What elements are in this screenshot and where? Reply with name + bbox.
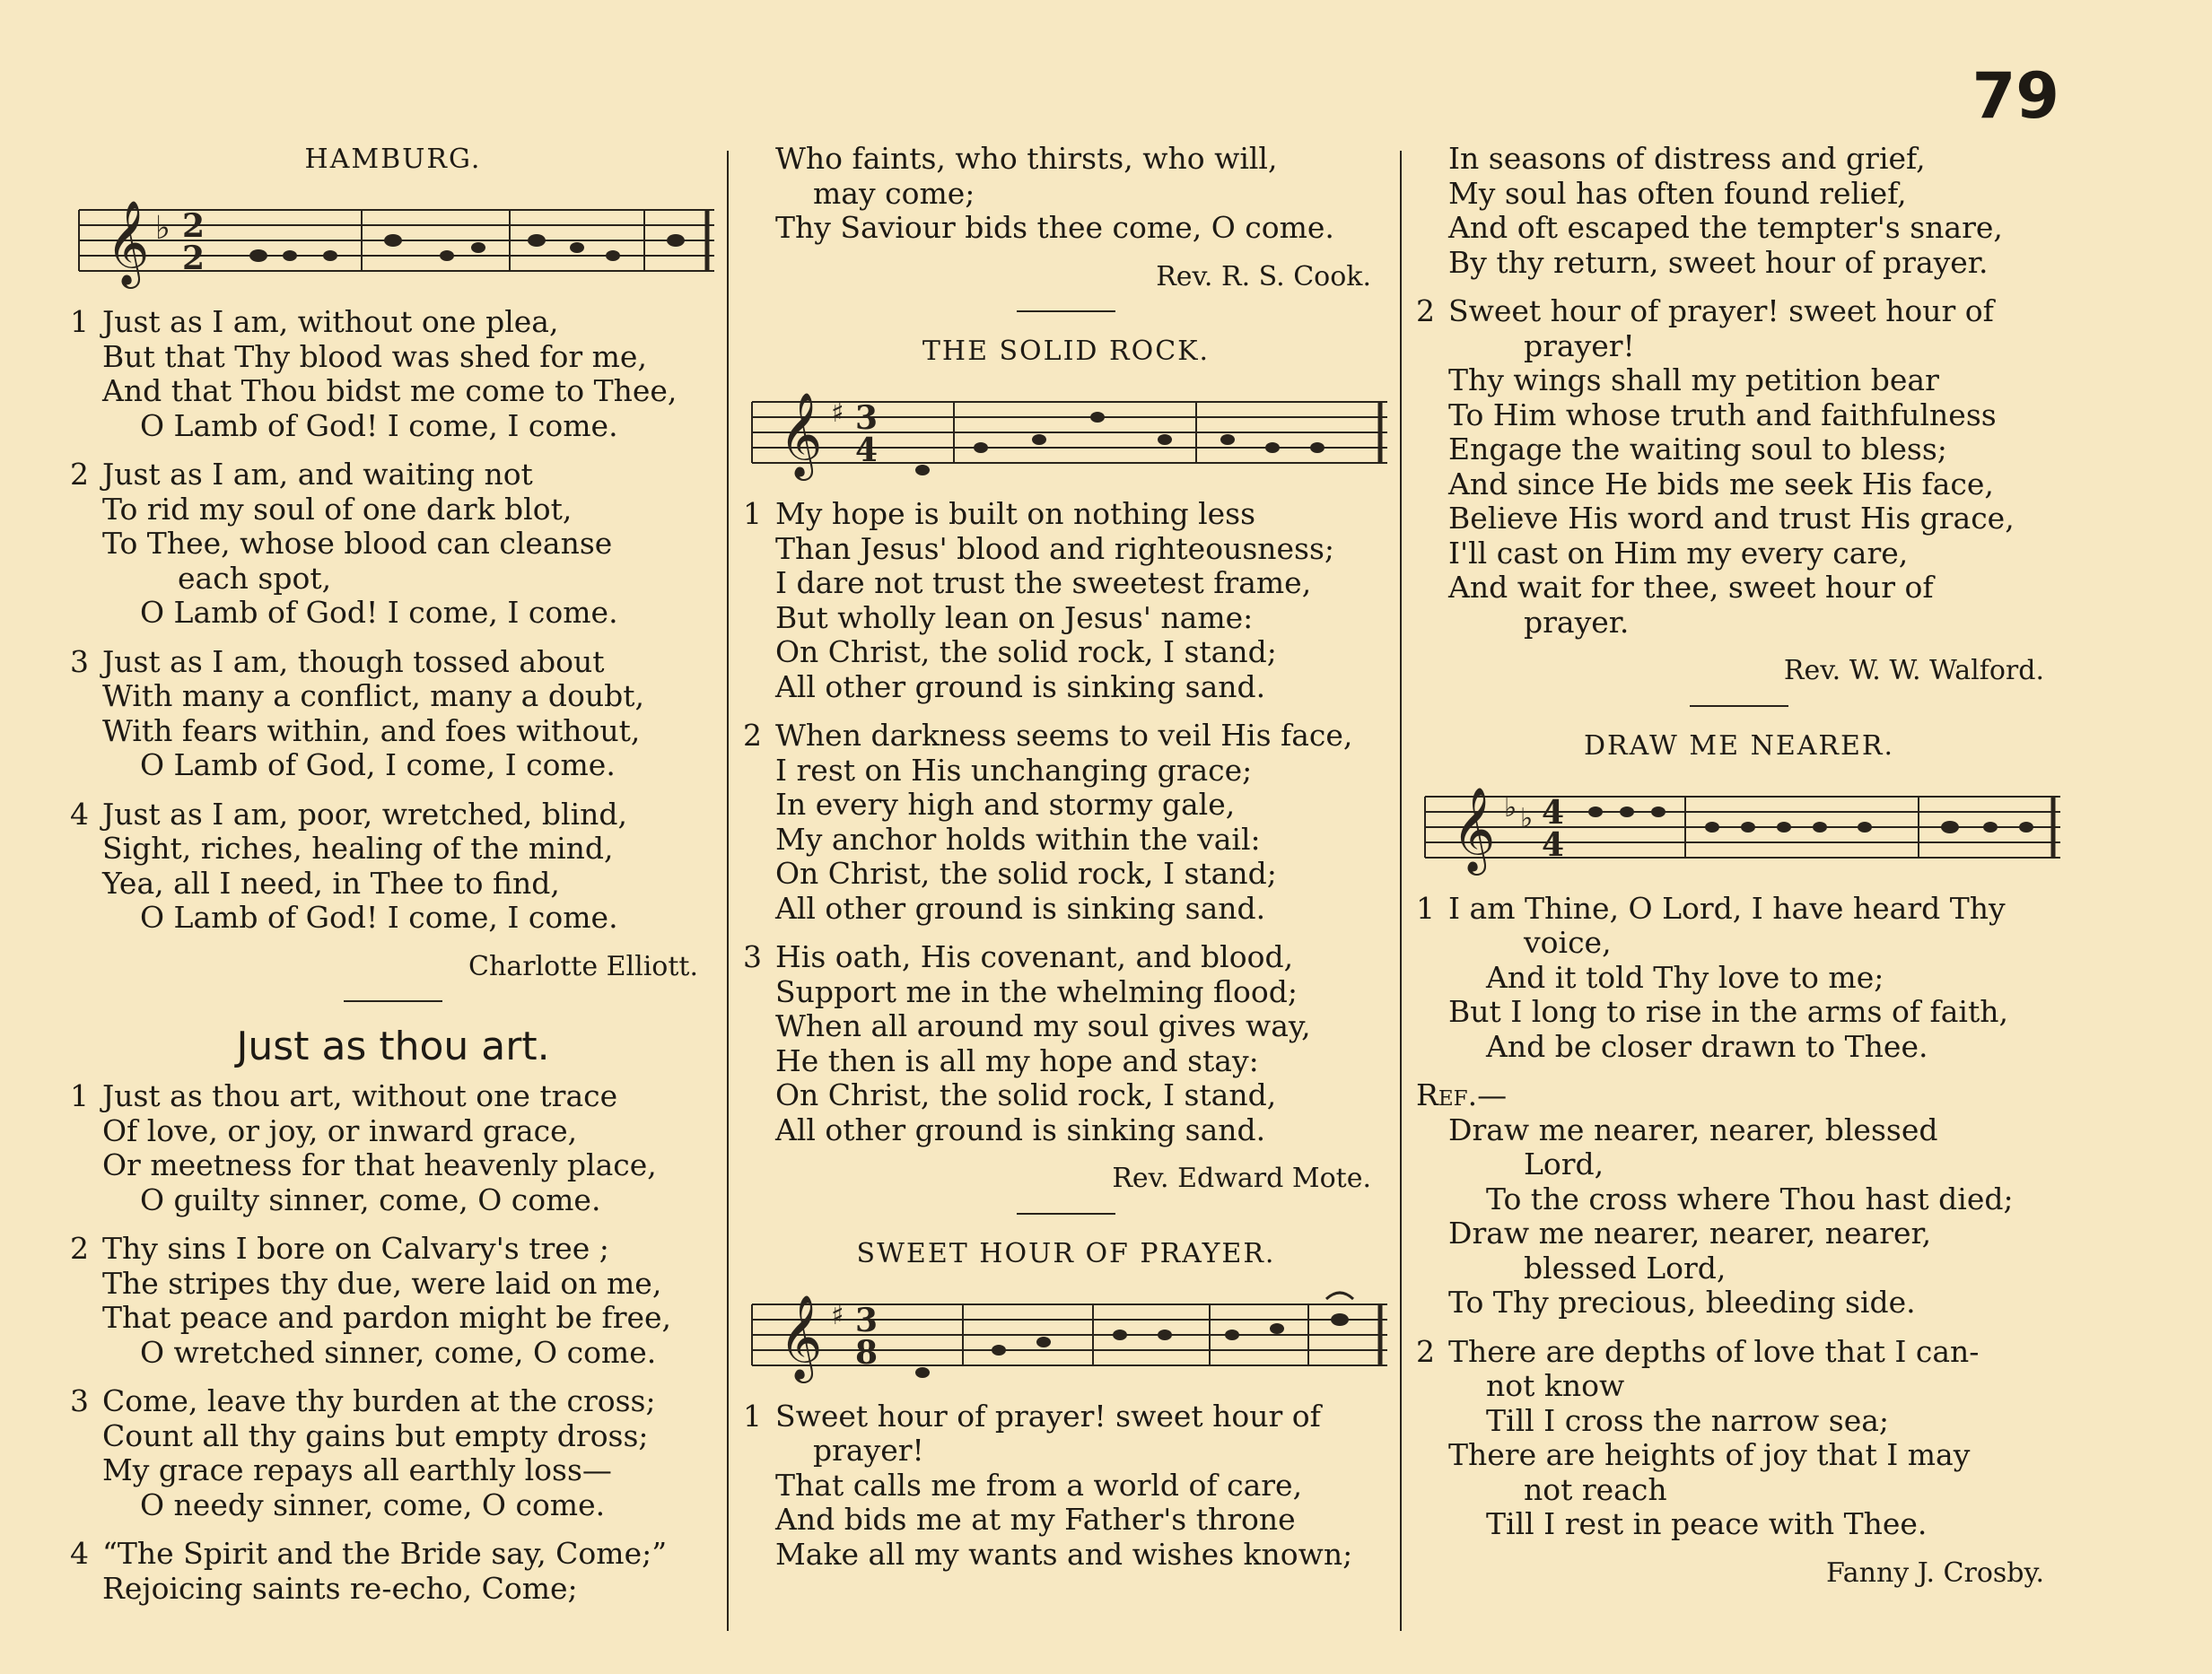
- svg-text:4: 4: [1542, 825, 1565, 864]
- verse-line: When all around my soul gives way,: [775, 1008, 1311, 1043]
- verse-line: The stripes thy due, were laid on me,: [102, 1265, 662, 1301]
- verse-line: With many a conflict, many a doubt,: [102, 678, 644, 713]
- stanza: [70, 305, 716, 443]
- verse-line: prayer!: [1524, 327, 1635, 363]
- stanza-number: 3: [70, 1383, 89, 1418]
- verse-line: In every high and stormy gale,: [775, 787, 1236, 822]
- stanza-number: 1: [70, 1078, 89, 1113]
- verse-line: prayer.: [1524, 604, 1630, 640]
- verse-line: All other ground is sinking sand.: [775, 1112, 1266, 1147]
- stanza: [743, 1399, 1389, 1573]
- svg-text:4: 4: [855, 432, 879, 469]
- verse-line: not know: [1486, 1368, 1625, 1403]
- section-divider: [344, 1000, 442, 1002]
- svg-text:𝄞: 𝄞: [779, 392, 823, 477]
- verse-line: Yea, all I need, in Thee to find,: [102, 865, 560, 901]
- section-divider: [1017, 310, 1115, 312]
- verse-line: There are heights of joy that I may: [1448, 1437, 1971, 1472]
- verse-line: Who faints, who thirsts, who will,: [775, 141, 1278, 176]
- verse-line: And it told Thy love to me;: [1486, 959, 1884, 995]
- verse-line: Just as I am, without one plea,: [102, 304, 559, 339]
- stanza-number: 4: [70, 1536, 89, 1571]
- verse-line: And oft escaped the tempter's snare,: [1448, 210, 2003, 245]
- stanza: [743, 497, 1389, 704]
- verse-line: In seasons of distress and grief,: [1448, 141, 1926, 176]
- stanza: [743, 940, 1389, 1147]
- column-divider-2: [1400, 151, 1402, 1631]
- verse-line: O Lamb of God! I come, I come.: [140, 595, 618, 630]
- section-divider: [1690, 705, 1788, 707]
- verse-line: And since He bids me seek His face,: [1448, 466, 1994, 501]
- music-staff-solid-rock: [743, 377, 1389, 484]
- verse-line: To Thy precious, bleeding side.: [1448, 1285, 1916, 1320]
- verse-line: By thy return, sweet hour of prayer.: [1448, 244, 1989, 280]
- verse-line: prayer!: [813, 1433, 924, 1468]
- verse-line: O Lamb of God, I come, I come.: [140, 747, 616, 782]
- verse-line: Just as I am, poor, wretched, blind,: [102, 796, 628, 832]
- verse-line: Sight, riches, healing of the mind,: [102, 831, 614, 866]
- column-2: [743, 142, 1389, 1586]
- stanza-number: 1: [1416, 890, 1435, 926]
- svg-text:8: 8: [855, 1333, 879, 1372]
- verse-line: There are depths of love that I can-: [1448, 1333, 1980, 1369]
- verse-line: On Christ, the solid rock, I stand;: [775, 634, 1277, 669]
- verse-line: And bids me at my Father's throne: [775, 1502, 1296, 1537]
- verse-line: That peace and pardon might be free,: [102, 1300, 672, 1335]
- stanza-continuation: [1416, 142, 2062, 280]
- svg-text:♭: ♭: [1520, 802, 1534, 834]
- stanza-number: 3: [743, 939, 762, 974]
- verse-line: On Christ, the solid rock, I stand,: [775, 1077, 1277, 1112]
- verse-line: To Thee, whose blood can cleanse: [102, 526, 613, 561]
- verse-line: O guilty sinner, come, O come.: [140, 1181, 601, 1217]
- verse-line: Thy sins I bore on Calvary's tree ;: [102, 1231, 609, 1266]
- verse-line: But wholly lean on Jesus' name:: [775, 599, 1254, 635]
- verse-line: Come, leave thy burden at the cross;: [102, 1383, 656, 1418]
- stanza-number: 1: [743, 496, 762, 531]
- verse-line: But that Thy blood was shed for me,: [102, 338, 647, 374]
- stanza: [1416, 1335, 2062, 1542]
- hymn-author: Rev. Edward Mote.: [1112, 1163, 1371, 1194]
- section-divider: [1017, 1213, 1115, 1215]
- hymn-title-solid-rock: THE SOLID ROCK.: [922, 336, 1211, 367]
- verse-line: blessed Lord,: [1524, 1250, 1727, 1286]
- verse-line: O Lamb of God! I come, I come.: [140, 407, 618, 443]
- svg-text:3: 3: [855, 399, 879, 437]
- stanza-number: 2: [1416, 1333, 1435, 1369]
- verse-line: Count all thy gains but empty dross;: [102, 1417, 649, 1453]
- verse-line: Thy Saviour bids thee come, O come.: [775, 210, 1334, 245]
- svg-text:𝄞: 𝄞: [106, 200, 150, 285]
- hymn-title-draw-me-nearer: DRAW ME NEARER.: [1583, 729, 1895, 762]
- verse-line: He then is all my hope and stay:: [775, 1042, 1259, 1078]
- stanza-number: 2: [70, 457, 89, 492]
- verse-line: Lord,: [1524, 1147, 1604, 1181]
- svg-text:3: 3: [855, 1301, 879, 1339]
- svg-text:2: 2: [182, 240, 205, 277]
- verse-line: And wait for thee, sweet hour of: [1448, 570, 1934, 605]
- hymn-title-hamburg: HAMBURG.: [304, 144, 482, 175]
- svg-text:♭: ♭: [155, 210, 170, 247]
- verse-line: That calls me from a world of care,: [775, 1467, 1303, 1503]
- verse-line: Of love, or joy, or inward grace,: [102, 1112, 578, 1148]
- verse-line: I'll cast on Him my every care,: [1448, 535, 1909, 571]
- verse-line: And be closer drawn to Thee.: [1486, 1028, 1928, 1064]
- verse-line: Draw me nearer, nearer, nearer,: [1448, 1216, 1932, 1251]
- verse-line: may come;: [813, 175, 975, 211]
- svg-text:2: 2: [182, 207, 205, 245]
- verse-line: Sweet hour of prayer! sweet hour of: [775, 1398, 1321, 1434]
- verse-line: Just as I am, and waiting not: [102, 457, 533, 492]
- refrain-label: Ref.—: [1416, 1077, 1508, 1112]
- column-divider-1: [727, 151, 729, 1631]
- stanza: [70, 1384, 716, 1522]
- hymn-title-just-as-thou-art: Just as thou art.: [236, 1024, 550, 1069]
- verse-line: Support me in the whelming flood;: [775, 973, 1298, 1009]
- verse-line: His oath, His covenant, and blood,: [775, 939, 1294, 974]
- hymn-author: Rev. W. W. Walford.: [1783, 655, 2044, 686]
- stanza: [743, 719, 1389, 926]
- music-staff-draw-me-nearer: [1416, 772, 2062, 879]
- svg-text:4: 4: [1542, 793, 1565, 832]
- svg-text:♯: ♯: [831, 1299, 844, 1331]
- music-staff-hamburg: [70, 185, 716, 292]
- verse-line: To Him whose truth and faithfulness: [1448, 397, 1997, 432]
- verse-line: voice,: [1524, 925, 1612, 960]
- stanza: [70, 645, 716, 783]
- verse-line: O wretched sinner, come, O come.: [140, 1334, 657, 1370]
- stanza-number: 1: [743, 1398, 762, 1434]
- hymn-author: Fanny J. Crosby.: [1825, 1556, 2044, 1589]
- verse-line: Thy wings shall my petition bear: [1448, 362, 1939, 397]
- verse-line: All other ground is sinking sand.: [775, 890, 1266, 926]
- verse-line: “The Spirit and the Bride say, Come;”: [102, 1536, 668, 1571]
- verse-line: Just as I am, though tossed about: [102, 643, 605, 679]
- verse-line: All other ground is sinking sand.: [775, 668, 1266, 704]
- verse-line: Sweet hour of prayer! sweet hour of: [1448, 293, 1994, 328]
- stanza: [70, 458, 716, 631]
- verse-line: O needy sinner, come, O come.: [140, 1487, 606, 1522]
- stanza-number: 3: [70, 643, 89, 679]
- verse-line: Believe His word and trust His grace,: [1448, 501, 2015, 536]
- verse-line: Rejoicing saints re-echo, Come;: [102, 1570, 578, 1606]
- verse-line: not reach: [1524, 1471, 1667, 1507]
- stanza: [70, 1537, 716, 1606]
- column-1: [70, 142, 716, 1620]
- verse-line: My hope is built on nothing less: [775, 496, 1256, 531]
- stanza-number: 2: [743, 718, 762, 753]
- verse-line: I am Thine, O Lord, I have heard Thy: [1448, 890, 2006, 926]
- music-staff-sweet-hour: [743, 1279, 1389, 1387]
- stanza: [1416, 892, 2062, 1065]
- verse-line: I dare not trust the sweetest frame,: [775, 565, 1312, 600]
- verse-line: Till I rest in peace with Thee.: [1486, 1506, 1928, 1541]
- stanza: [70, 798, 716, 936]
- verse-line: But I long to rise in the arms of faith,: [1448, 994, 2008, 1029]
- hymn-title-sweet-hour: SWEET HOUR OF PRAYER.: [856, 1237, 1276, 1269]
- stanza-number: 2: [1416, 293, 1435, 328]
- stanza-number: 4: [70, 796, 89, 832]
- stanza-number: 2: [70, 1231, 89, 1266]
- stanza: [70, 1079, 716, 1217]
- verse-line: Engage the waiting soul to bless;: [1448, 432, 1947, 466]
- svg-text:𝄞: 𝄞: [779, 1294, 823, 1380]
- stanza-number: 1: [70, 304, 89, 339]
- verse-line: O Lamb of God! I come, I come.: [140, 900, 618, 935]
- refrain: [1416, 1078, 2062, 1321]
- verse-line: Draw me nearer, nearer, blessed: [1448, 1112, 1938, 1147]
- verse-line: To the cross where Thou hast died;: [1486, 1181, 2014, 1216]
- verse-line: My grace repays all earthly loss—: [102, 1452, 612, 1487]
- verse-line: Make all my wants and wishes known;: [775, 1536, 1353, 1572]
- verse-line: Just as thou art, without one trace: [102, 1078, 618, 1113]
- verse-line: To rid my soul of one dark blot,: [102, 491, 573, 527]
- column-3: [1416, 142, 2062, 1600]
- svg-text:♯: ♯: [831, 397, 844, 429]
- stanza: [1416, 294, 2062, 640]
- stanza: [70, 1232, 716, 1370]
- hymn-author: Rev. R. S. Cook.: [1156, 260, 1371, 292]
- stanza-continuation: [743, 142, 1389, 246]
- verse-line: Than Jesus' blood and righteousness;: [775, 530, 1335, 566]
- verse-line: With fears within, and foes without,: [102, 712, 641, 748]
- verse-line: And that Thou bidst me come to Thee,: [102, 373, 678, 408]
- hymn-author: Charlotte Elliott.: [468, 950, 698, 982]
- page-number: 79: [1972, 59, 2059, 133]
- verse-line: On Christ, the solid rock, I stand;: [775, 856, 1277, 891]
- verse-line: My soul has often found relief,: [1448, 175, 1907, 211]
- svg-text:𝄞: 𝄞: [1452, 786, 1496, 872]
- verse-line: When darkness seems to veil His face,: [775, 718, 1353, 753]
- verse-line: Or meetness for that heavenly place,: [102, 1147, 657, 1182]
- verse-line: I rest on His unchanging grace;: [775, 752, 1253, 788]
- verse-line: My anchor holds within the vail:: [775, 821, 1261, 857]
- verse-line: Till I cross the narrow sea;: [1486, 1402, 1890, 1438]
- svg-text:♭: ♭: [1504, 791, 1517, 824]
- verse-line: each spot,: [178, 560, 332, 596]
